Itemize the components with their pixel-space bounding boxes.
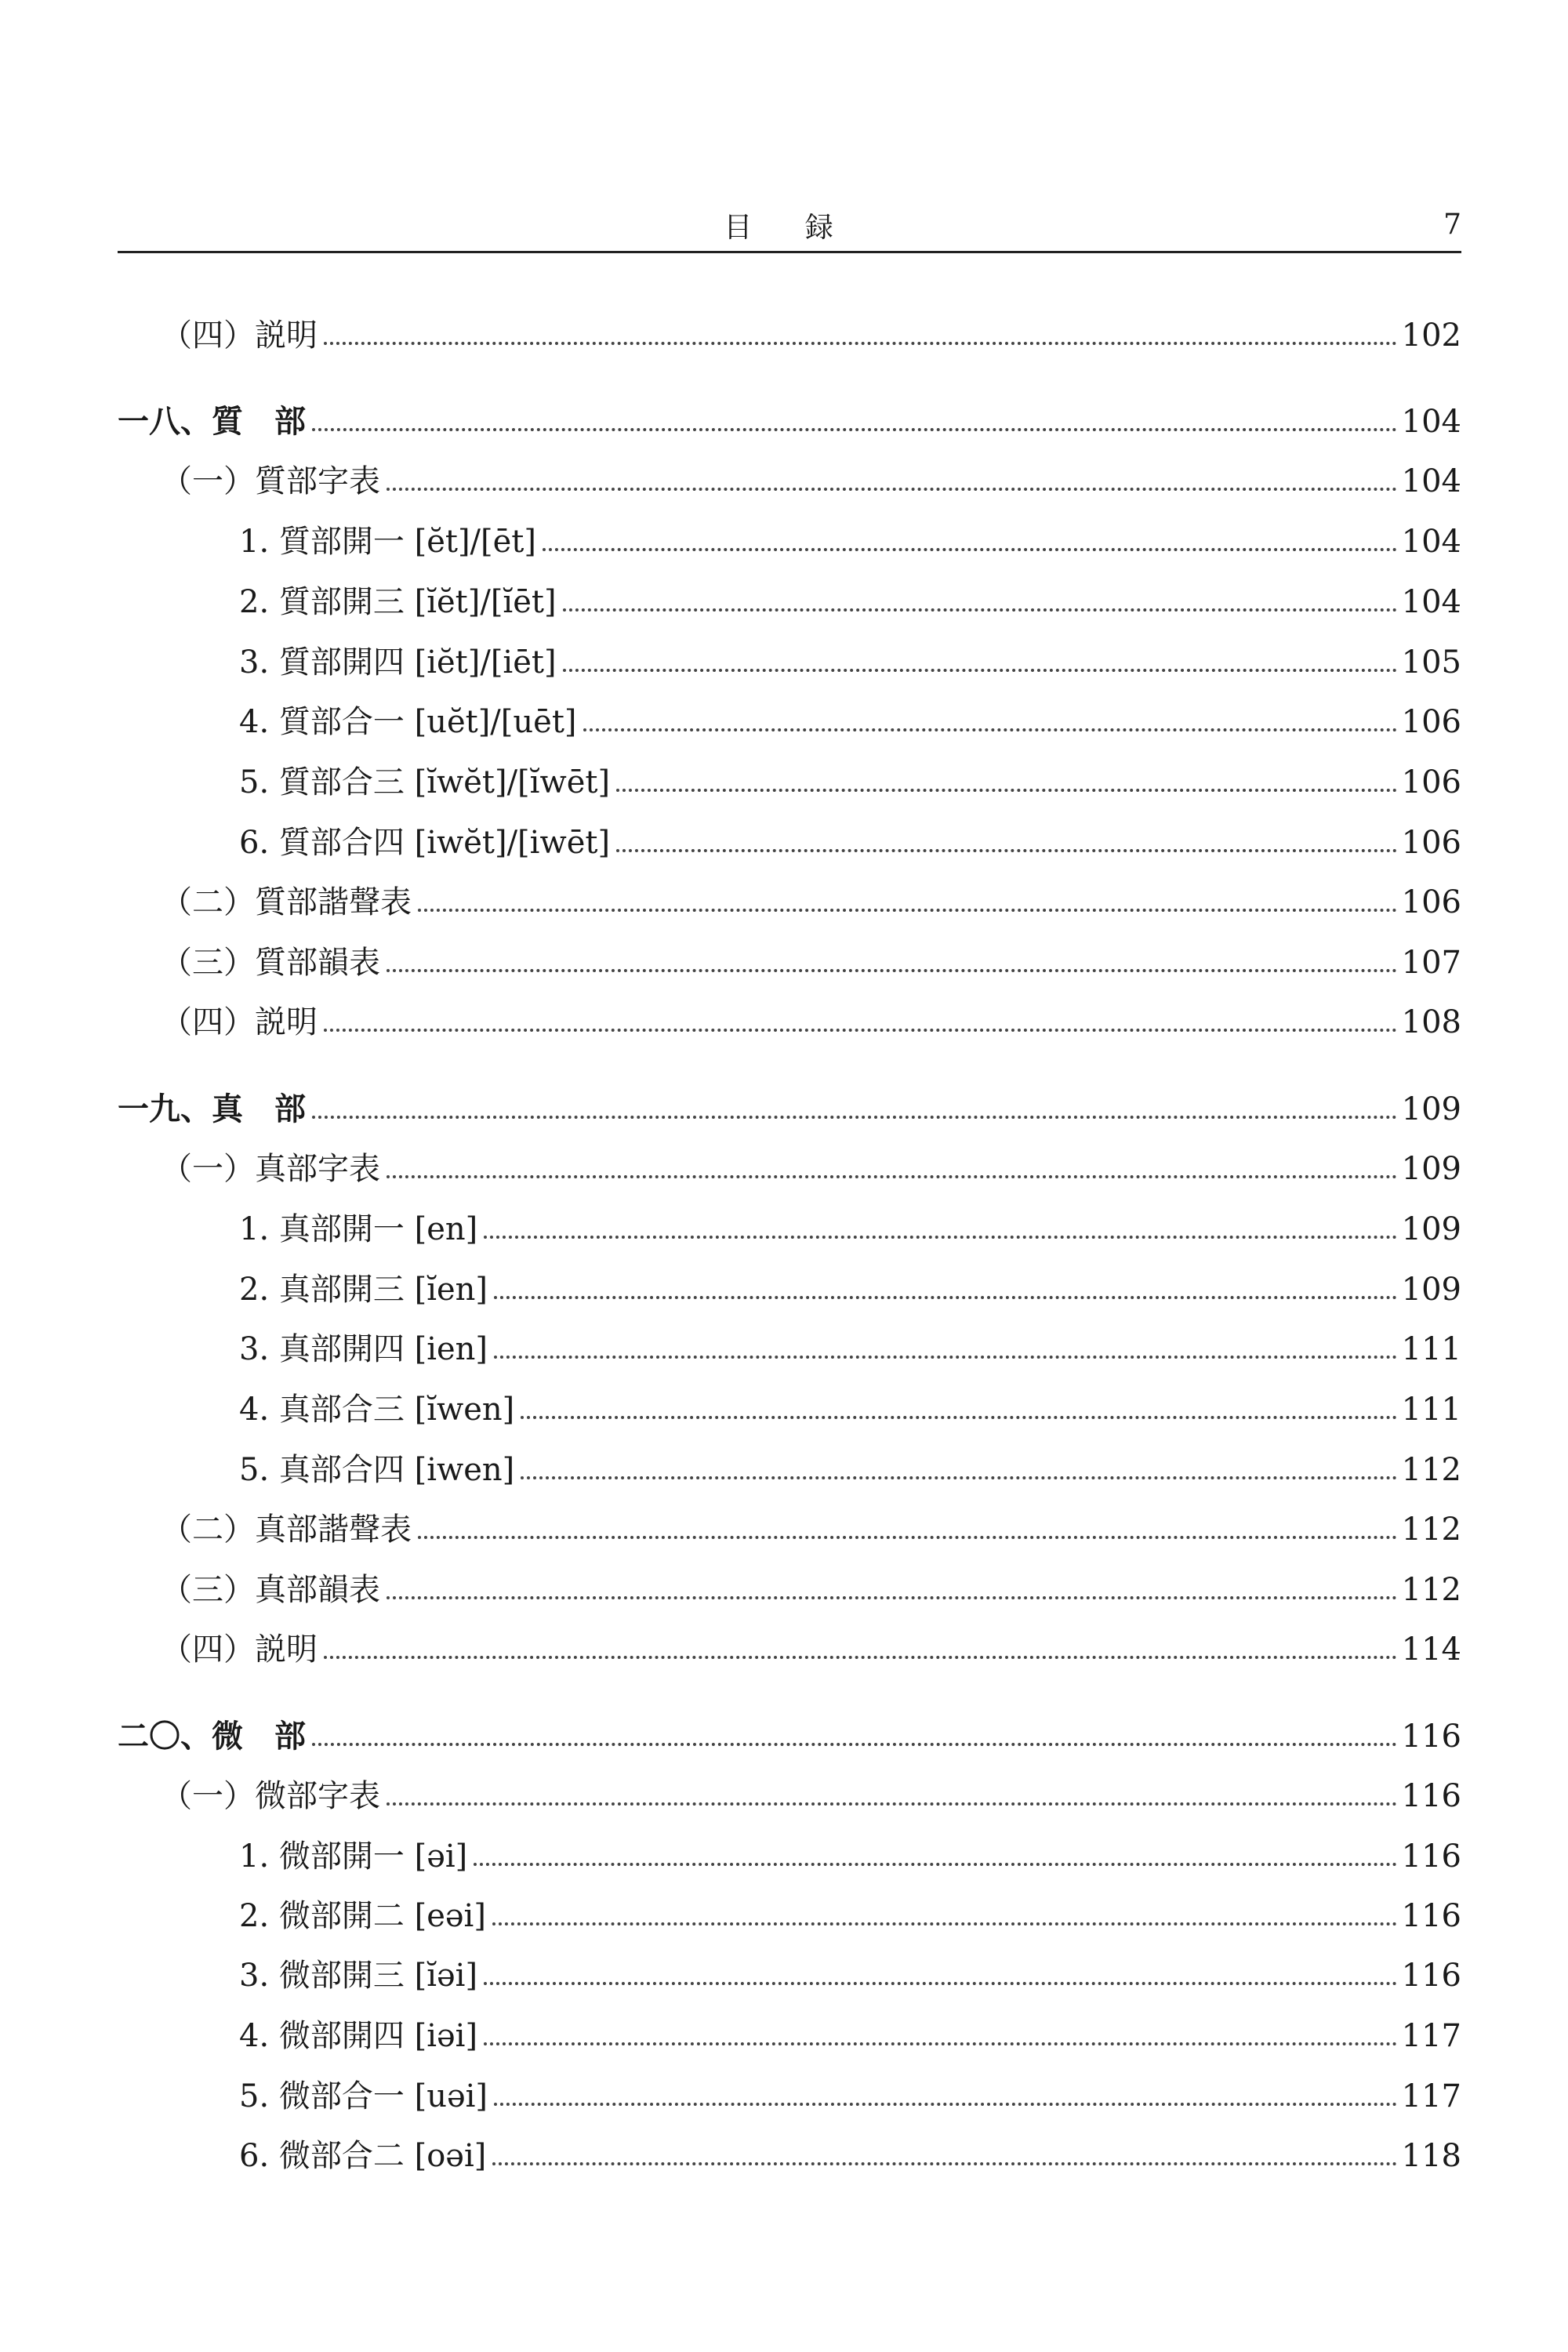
dot-leader	[521, 1476, 1396, 1479]
entry-label: （四）説明	[161, 1632, 318, 1668]
entry-label: 5. 微部合一 [uəi]	[239, 2078, 488, 2114]
entry-label: 3. 微部開三 [ĭəi]	[239, 1958, 478, 1994]
dot-leader	[324, 1656, 1397, 1659]
dot-leader	[312, 428, 1397, 431]
toc-subsection[interactable]	[239, 582, 1461, 622]
entry-page-number: 109	[1401, 1272, 1461, 1308]
entry-page-number: 104	[1401, 524, 1461, 560]
entry-label: （一）質部字表	[161, 463, 380, 499]
header-title: 目 録	[724, 212, 855, 244]
toc-chapter[interactable]	[118, 1716, 1461, 1757]
toc-subsection[interactable]	[239, 1896, 1461, 1936]
entry-label: 3. 真部開四 [ien]	[239, 1331, 488, 1367]
entry-label: （四）説明	[161, 1004, 318, 1040]
toc-subsection[interactable]	[239, 762, 1461, 803]
toc-section[interactable]	[161, 315, 1461, 356]
entry-page-number: 117	[1401, 2078, 1461, 2114]
dot-leader	[387, 488, 1397, 491]
toc-subsection[interactable]	[239, 1209, 1461, 1250]
entry-label: （二）質部諧聲表	[161, 884, 412, 920]
entry-page-number: 106	[1401, 884, 1461, 920]
dot-leader	[494, 1296, 1397, 1299]
dot-leader	[387, 969, 1397, 972]
dot-leader	[387, 1802, 1397, 1806]
entry-label: 一八、質 部	[118, 403, 306, 440]
toc-subsection[interactable]	[239, 822, 1461, 863]
entry-page-number: 117	[1401, 2018, 1461, 2054]
entry-label: （三）真部韻表	[161, 1572, 380, 1608]
dot-leader	[418, 1536, 1397, 1539]
dot-leader	[484, 1982, 1397, 1985]
entry-page-number: 112	[1401, 1572, 1461, 1608]
toc-chapter[interactable]	[118, 401, 1461, 442]
entry-page-number: 106	[1401, 704, 1461, 740]
dot-leader	[616, 789, 1397, 792]
entry-label: 2. 真部開三 [ĭen]	[239, 1272, 488, 1308]
entry-label: 1. 質部開一 [ĕt]/[ēt]	[239, 524, 536, 560]
dot-leader	[324, 342, 1397, 345]
toc-section[interactable]	[161, 1629, 1461, 1670]
entry-page-number: 116	[1401, 1838, 1461, 1875]
dot-leader	[474, 1863, 1396, 1866]
entry-page-number: 106	[1401, 825, 1461, 861]
dot-leader	[563, 669, 1397, 672]
entry-page-number: 104	[1401, 404, 1461, 440]
toc-section[interactable]	[161, 461, 1461, 502]
toc-section[interactable]	[161, 1570, 1461, 1610]
entry-page-number: 112	[1401, 1452, 1461, 1488]
toc-subsection[interactable]	[239, 702, 1461, 742]
dot-leader	[484, 2042, 1397, 2045]
entry-label: 4. 質部合一 [uĕt]/[uēt]	[239, 704, 577, 740]
dot-leader	[521, 1416, 1396, 1419]
entry-page-number: 109	[1401, 1211, 1461, 1247]
entry-label: （一）微部字表	[161, 1778, 380, 1814]
toc-subsection[interactable]	[239, 1389, 1461, 1430]
entry-label: 2. 質部開三 [ĭĕt]/[ĭēt]	[239, 584, 557, 620]
toc-chapter[interactable]	[118, 1089, 1461, 1130]
dot-leader	[324, 1029, 1397, 1032]
dot-leader	[494, 1356, 1397, 1359]
dot-leader	[583, 728, 1397, 731]
dot-leader	[418, 909, 1397, 912]
dot-leader	[492, 1922, 1397, 1926]
toc-subsection[interactable]	[239, 642, 1461, 683]
entry-page-number: 108	[1401, 1004, 1461, 1040]
entry-label: （二）真部諧聲表	[161, 1512, 412, 1548]
dot-leader	[484, 1236, 1396, 1239]
entry-label: 2. 微部開二 [eəi]	[239, 1898, 486, 1934]
entry-page-number: 104	[1401, 463, 1461, 499]
entry-label: （四）説明	[161, 318, 318, 354]
dot-leader	[563, 608, 1397, 612]
dot-leader	[312, 1116, 1397, 1119]
entry-page-number: 102	[1401, 318, 1461, 354]
entry-label: 6. 質部合四 [iwĕt]/[iwēt]	[239, 825, 611, 861]
entry-label: （三）質部韻表	[161, 945, 380, 981]
entry-label: 5. 質部合三 [ĭwĕt]/[ĭwēt]	[239, 764, 611, 800]
toc-section[interactable]	[161, 942, 1461, 983]
entry-label: 二〇、微 部	[118, 1718, 306, 1755]
entry-label: 一九、真 部	[118, 1091, 306, 1127]
toc-subsection[interactable]	[239, 2076, 1461, 2117]
toc-subsection[interactable]	[239, 1329, 1461, 1370]
toc-section[interactable]	[161, 1002, 1461, 1043]
dot-leader	[543, 548, 1397, 551]
dot-leader	[312, 1743, 1397, 1746]
toc-subsection[interactable]	[239, 1955, 1461, 1996]
entry-label: 4. 微部開四 [iəi]	[239, 2018, 478, 2054]
entry-label: 4. 真部合三 [ĭwen]	[239, 1392, 515, 1428]
entry-page-number: 111	[1401, 1392, 1461, 1428]
entry-page-number: 118	[1401, 2138, 1461, 2174]
entry-page-number: 116	[1401, 1898, 1461, 1934]
entry-page-number: 114	[1401, 1632, 1461, 1668]
entry-page-number: 109	[1401, 1091, 1461, 1127]
entry-page-number: 105	[1401, 644, 1461, 681]
toc-section[interactable]	[161, 1509, 1461, 1550]
entry-label: 1. 真部開一 [en]	[239, 1211, 478, 1247]
entry-label: 1. 微部開一 [əi]	[239, 1838, 468, 1875]
entry-page-number: 116	[1401, 1778, 1461, 1814]
toc-subsection[interactable]	[239, 1269, 1461, 1310]
entry-page-number: 104	[1401, 584, 1461, 620]
toc-section[interactable]	[161, 882, 1461, 923]
entry-page-number: 107	[1401, 945, 1461, 981]
entry-page-number: 112	[1401, 1512, 1461, 1548]
entry-page-number: 109	[1401, 1151, 1461, 1187]
dot-leader	[387, 1175, 1397, 1178]
entry-page-number: 111	[1401, 1331, 1461, 1367]
dot-leader	[492, 2162, 1396, 2165]
toc-section[interactable]	[161, 1149, 1461, 1189]
toc-section[interactable]	[161, 1776, 1461, 1817]
dot-leader	[387, 1596, 1397, 1599]
entry-page-number: 116	[1401, 1719, 1461, 1755]
toc-subsection[interactable]	[239, 1836, 1461, 1877]
toc-subsection[interactable]	[239, 2016, 1461, 2056]
entry-label: 6. 微部合二 [oəi]	[239, 2138, 487, 2174]
toc-subsection[interactable]	[239, 2136, 1461, 2176]
entry-label: （一）真部字表	[161, 1151, 380, 1187]
entry-label: 3. 質部開四 [iĕt]/[iēt]	[239, 644, 557, 681]
page-number: 7	[1443, 209, 1461, 241]
entry-page-number: 116	[1401, 1958, 1461, 1994]
entry-page-number: 106	[1401, 764, 1461, 800]
toc-subsection[interactable]	[239, 1450, 1461, 1490]
dot-leader	[494, 2103, 1397, 2106]
entry-label: 5. 真部合四 [iwen]	[239, 1452, 515, 1488]
dot-leader	[616, 849, 1397, 852]
toc-subsection[interactable]	[239, 521, 1461, 562]
